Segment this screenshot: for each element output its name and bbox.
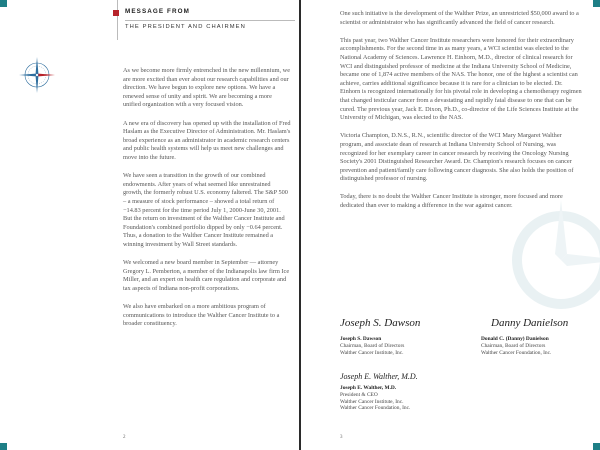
signer-org: Walther Cancer Foundation, Inc. — [481, 349, 552, 356]
signature-danielson: Danny Danielson — [491, 317, 569, 329]
signer-name: Joseph E. Walther, M.D. — [340, 385, 397, 391]
paragraph: We also have embarked on a more ambitious program of communications to introduce the Walther Cancer Institute to a broader constituency. — [123, 303, 280, 328]
page-number: 3 — [340, 435, 343, 440]
left-body-text — [123, 67, 291, 338]
paragraph: We have seen a transition in the growth of our combined endowments. After years of what seemed like unrestrained growth, the formerly robust U.S. economy faltered. The S&P 500 – a measure of stock performance – showed a total return of −14.83 percent for the time period July 1, 2000-June 30, 2001. But the return on investment of the Walther Cancer Institute and Foundation's combined portfolio dipped by only −0.64 percent. Thus, a donation to the Walther Cancer Institute remained a winning investment by Wall Street standards. — [123, 172, 288, 248]
right-page — [301, 0, 600, 450]
heading-title: MESSAGE FROM — [125, 8, 190, 15]
right-body-text — [340, 10, 582, 220]
signer-title: President & CEO — [340, 391, 378, 398]
signer-dawson — [340, 336, 440, 356]
paragraph: As we become more firmly entrenched in the new millennium, we are more excited than ever about our research capabilities and our direction. We have begun to explore new options. We have a renewed sense of unity and spirit. We are becoming a more unified organization with a very focused vision. — [123, 67, 290, 109]
paragraph: A new era of discovery has opened up with the installation of Fred Haslam as the Executive Director of Administration. Mr. Haslam's broad experience as an administrator in academic research centers and public health systems will help us meet new challenges and move into the future. — [123, 119, 291, 161]
header-vertical-rule — [117, 0, 118, 40]
paragraph: Victoria Champion, D.N.S., R.N., scientific director of the WCI Mary Margaret Walther program, and associate dean of research at Indiana University School of Nursing, was recognized for her exemplary career in cancer research by receiving the Oncology Nursing Society's 2001 Distinguished Researcher Award. Dr. Champion's research focuses on cancer prevention and patient/family care following cancer diagnosis. She also holds the position of distinguished professor of nursing. — [340, 132, 574, 183]
paragraph: This past year, two Walther Cancer Institute researchers were honored for their extraordinary accomplishments. For the second time in as many years, a WCI scientist was elected to the National Academy of Sciences. Lawrence H. Einhorn, M.D., director of clinical research for WCI and distinguished professor of medicine at the Indiana University School of Medicine, became one of 1,874 active members of the NAS. The honor, one of the highest a scientist can achieve, carries additional significance because it is rare for a clinician to be elected. Dr. Einhorn is recognized internationally for his pivotal role in developing a chemotherapy regimen that changed testicular cancer from a devastating and rapidly fatal disease to one that can be cured. The previous year, Jack E. Dixon, Ph.D., co-director of the Life Sciences Institute at the University of Michigan, was elected to the NAS. — [340, 36, 582, 122]
compass-rose-icon — [15, 53, 59, 97]
corner-marker-icon — [593, 443, 600, 450]
signer-org: Walther Cancer Institute, Inc. — [340, 349, 404, 356]
signer-danielson — [481, 336, 591, 356]
page-number: 2 — [123, 435, 126, 440]
signer-name: Donald C. (Danny) Danielson — [481, 336, 549, 342]
heading-square-icon — [113, 10, 119, 16]
signature-walther: Joseph E. Walther, M.D. — [340, 372, 418, 381]
heading-subtitle: THE PRESIDENT AND CHAIRMEN — [125, 24, 246, 30]
corner-marker-icon — [0, 0, 7, 7]
signer-title: Chairman, Board of Directors — [340, 342, 405, 349]
corner-marker-icon — [0, 443, 7, 450]
corner-marker-icon — [593, 0, 600, 7]
paragraph: One such initiative is the development of the Walther Prize, an unrestricted $50,000 award to a scientist or administrator who has significantly advanced the field of cancer research. — [340, 10, 579, 26]
left-page — [0, 0, 299, 450]
signature-dawson: Joseph S. Dawson — [340, 317, 421, 329]
signer-org: Walther Cancer Institute, Inc. — [340, 398, 404, 405]
signer-title: Chairman, Board of Directors — [481, 342, 546, 349]
heading-rule — [125, 20, 295, 21]
paragraph: We welcomed a new board member in September — attorney Gregory L. Pemberton, a member of the Indianapolis law firm Ice Miller, and an expert on health care regulation and corporate and tax aspects of Indiana non-profit corporations. — [123, 259, 290, 292]
signer-walther — [340, 385, 460, 412]
paragraph: Today, there is no doubt the Walther Cancer Institute is stronger, more focused and more dedicated than ever to making a difference in the war against cancer. — [340, 193, 563, 210]
signer-name: Joseph S. Dawson — [340, 336, 382, 342]
signer-org-2: Walther Cancer Foundation, Inc. — [340, 405, 411, 412]
